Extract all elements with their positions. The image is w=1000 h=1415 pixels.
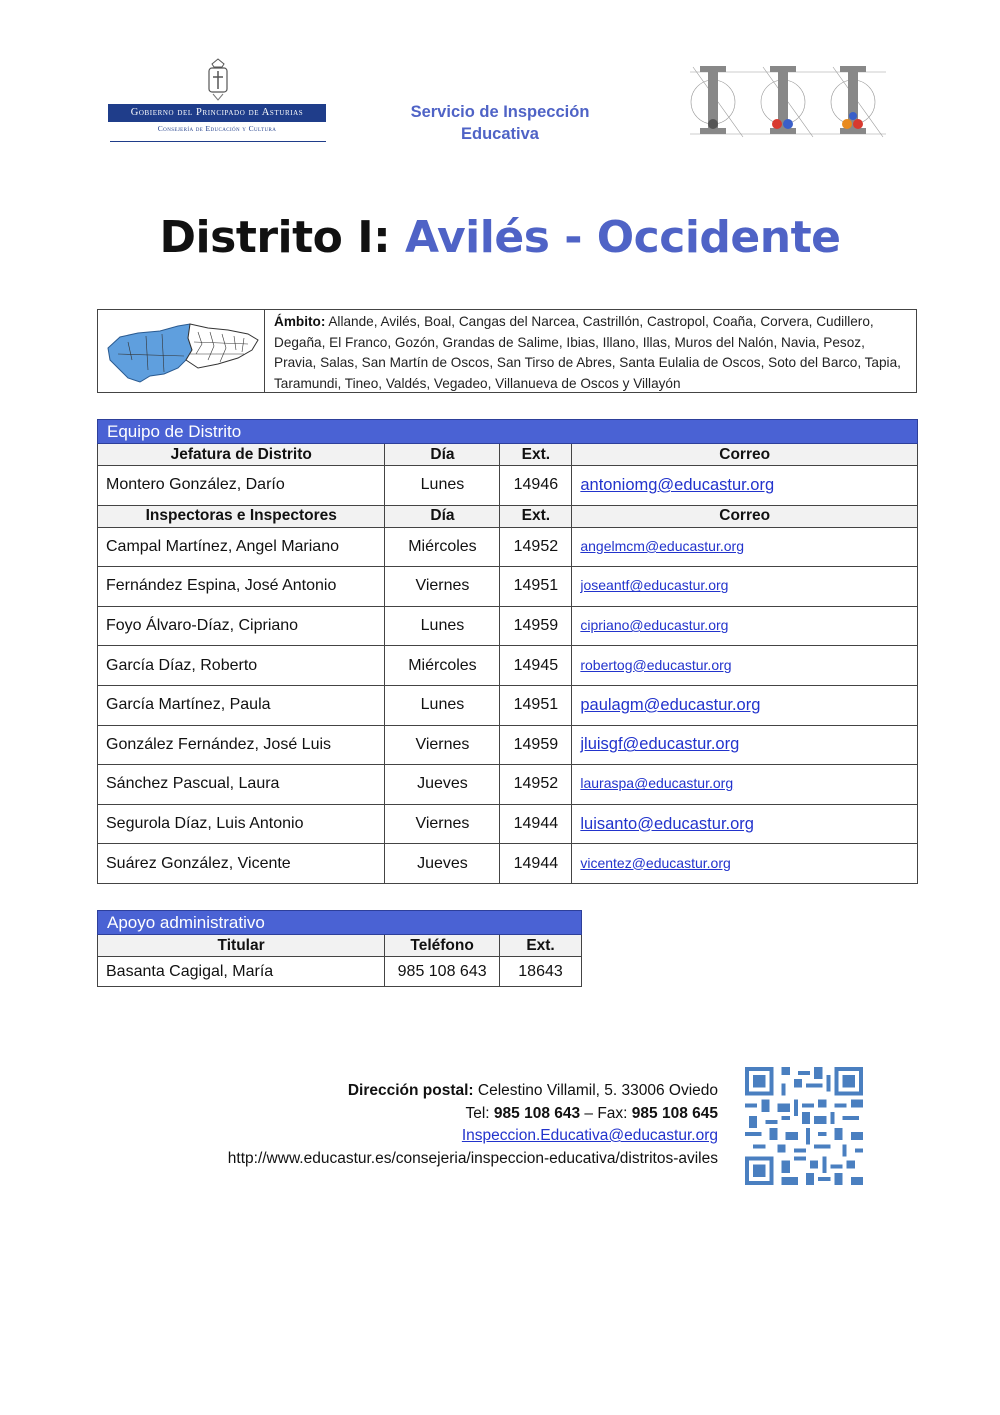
service-name [380, 101, 620, 145]
inspector-day: Viernes [385, 567, 500, 607]
tel-value: 985 108 643 [493, 1104, 581, 1122]
inspector-email-link[interactable]: robertog@educastur.org [580, 656, 732, 673]
district-url: http://www.educastur.es/consejeria/inspeccion-educativa/distritos-aviles [227, 1149, 718, 1167]
jefatura-day: Lunes [385, 466, 500, 506]
gov-name: Gobierno del Principado de Asturias [108, 104, 326, 122]
contact-footer [150, 1080, 718, 1170]
jefatura-col-ext: Ext. [500, 444, 572, 466]
fax-value: 985 108 645 [631, 1104, 718, 1122]
inspector-ext: 14951 [500, 567, 572, 607]
inspectores-col-day: Día [385, 505, 500, 527]
inspector-ext: 14959 [500, 606, 572, 646]
inspector-name: Sánchez Pascual, Laura [98, 765, 385, 805]
apoyo-phone: 985 108 643 [385, 957, 500, 987]
apoyo-col-phone: Teléfono [385, 935, 500, 957]
inspection-iii-logo [688, 62, 888, 142]
page-title [0, 212, 1000, 263]
apoyo-col-ext: Ext. [500, 935, 582, 957]
jefatura-email-link[interactable]: antoniomg@educastur.org [580, 475, 775, 494]
inspector-name: González Fernández, José Luis [98, 725, 385, 765]
table-row [98, 606, 918, 646]
gov-department: Consejería de Educación y Cultura [157, 124, 277, 133]
phone-fax-line [150, 1103, 718, 1126]
inspector-day: Miércoles [385, 646, 500, 686]
table-row [98, 765, 918, 805]
inspector-ext: 14944 [500, 804, 572, 844]
inspector-ext: 14952 [500, 765, 572, 805]
table-row [98, 844, 918, 884]
postal-value: Celestino Villamil, 5. 33006 Oviedo [473, 1082, 718, 1099]
jefatura-ext: 14946 [500, 466, 572, 506]
inspectores-col-email: Correo [572, 505, 918, 527]
table-row [98, 646, 918, 686]
inspector-name: Segurola Díaz, Luis Antonio [98, 804, 385, 844]
apoyo-col-titular: Titular [98, 935, 385, 957]
inspector-email-link[interactable]: vicentez@educastur.org [580, 854, 731, 871]
table-row [98, 685, 918, 725]
ambito-label: Ámbito: [274, 314, 326, 329]
inspector-day: Viernes [385, 725, 500, 765]
inspector-email-link[interactable]: luisanto@educastur.org [580, 814, 754, 833]
table-row [98, 567, 918, 607]
inspector-ext: 14952 [500, 527, 572, 567]
table-row [98, 957, 582, 987]
apoyo-administrativo-table [97, 910, 582, 987]
qr-code-icon [745, 1067, 863, 1185]
government-logo [108, 58, 328, 148]
inspector-email-link[interactable]: lauraspa@educastur.org [580, 775, 734, 792]
jefatura-name: Montero González, Darío [98, 466, 385, 506]
inspector-ext: 14951 [500, 685, 572, 725]
ambito-box [97, 309, 917, 393]
jefatura-col-email: Correo [572, 444, 918, 466]
jefatura-col-name: Jefatura de Distrito [98, 444, 385, 466]
inspector-name: García Díaz, Roberto [98, 646, 385, 686]
contact-email-link[interactable]: Inspeccion.Educativa@educastur.org [461, 1127, 718, 1144]
inspector-name: García Martínez, Paula [98, 685, 385, 725]
inspectores-col-name: Inspectoras e Inspectores [98, 505, 385, 527]
table-row [98, 804, 918, 844]
inspector-day: Lunes [385, 685, 500, 725]
apoyo-ext: 18643 [500, 957, 582, 987]
equipo-distrito-table [97, 419, 918, 884]
inspector-email-link[interactable]: cipriano@educastur.org [580, 617, 729, 634]
apoyo-title: Apoyo administrativo [98, 911, 582, 935]
service-line-2: Educativa [461, 125, 539, 143]
tel-label: Tel: [465, 1104, 494, 1122]
apoyo-name: Basanta Cagigal, María [98, 957, 385, 987]
inspector-name: Suárez González, Vicente [98, 844, 385, 884]
asturias-map-icon [98, 310, 265, 392]
inspector-ext: 14959 [500, 725, 572, 765]
inspector-name: Fernández Espina, José Antonio [98, 567, 385, 607]
inspector-day: Jueves [385, 765, 500, 805]
inspector-day: Viernes [385, 804, 500, 844]
postal-address [150, 1080, 718, 1103]
table-row [98, 725, 918, 765]
ambito-text [274, 312, 910, 394]
table-row [98, 466, 918, 506]
inspector-name: Foyo Álvaro-Díaz, Cipriano [98, 606, 385, 646]
inspector-email-link[interactable]: angelmcm@educastur.org [580, 537, 744, 554]
inspector-day: Jueves [385, 844, 500, 884]
title-district-name: Avilés - Occidente [405, 212, 841, 263]
gov-divider [110, 141, 326, 142]
inspector-ext: 14944 [500, 844, 572, 884]
crest-icon [204, 58, 232, 102]
title-prefix: Distrito I: [159, 212, 391, 263]
inspector-ext: 14945 [500, 646, 572, 686]
postal-label: Dirección postal: [347, 1082, 474, 1099]
inspector-day: Lunes [385, 606, 500, 646]
service-line-1: Servicio de Inspección [410, 103, 590, 121]
jefatura-col-day: Día [385, 444, 500, 466]
equipo-title: Equipo de Distrito [98, 420, 918, 444]
inspector-day: Miércoles [385, 527, 500, 567]
inspector-email-link[interactable]: paulagm@educastur.org [580, 695, 761, 714]
inspectores-col-ext: Ext. [500, 505, 572, 527]
ambito-municipalities: Allande, Avilés, Boal, Cangas del Narcea, Castrillón, Castropol, Coaña, Corvera, Cudillero, Degaña, El Franco, Gozón, Grandas de Salime, Ibias, Illano, Illas, Muros del Nalón, Navia, Pesoz, Pravia, Salas, San Martín de Oscos, San Tirso de Abres, Santa Eulalia de Oscos, Soto del Barco, Tapia, Taramundi, Tineo, Valdés, Vegadeo, Villanueva de Oscos y Villayón [274, 314, 901, 391]
inspector-email-link[interactable]: jluisgf@educastur.org [580, 735, 740, 754]
inspector-name: Campal Martínez, Angel Mariano [98, 527, 385, 567]
fax-label: – Fax: [580, 1104, 632, 1122]
table-row [98, 527, 918, 567]
inspector-email-link[interactable]: joseantf@educastur.org [580, 577, 729, 594]
